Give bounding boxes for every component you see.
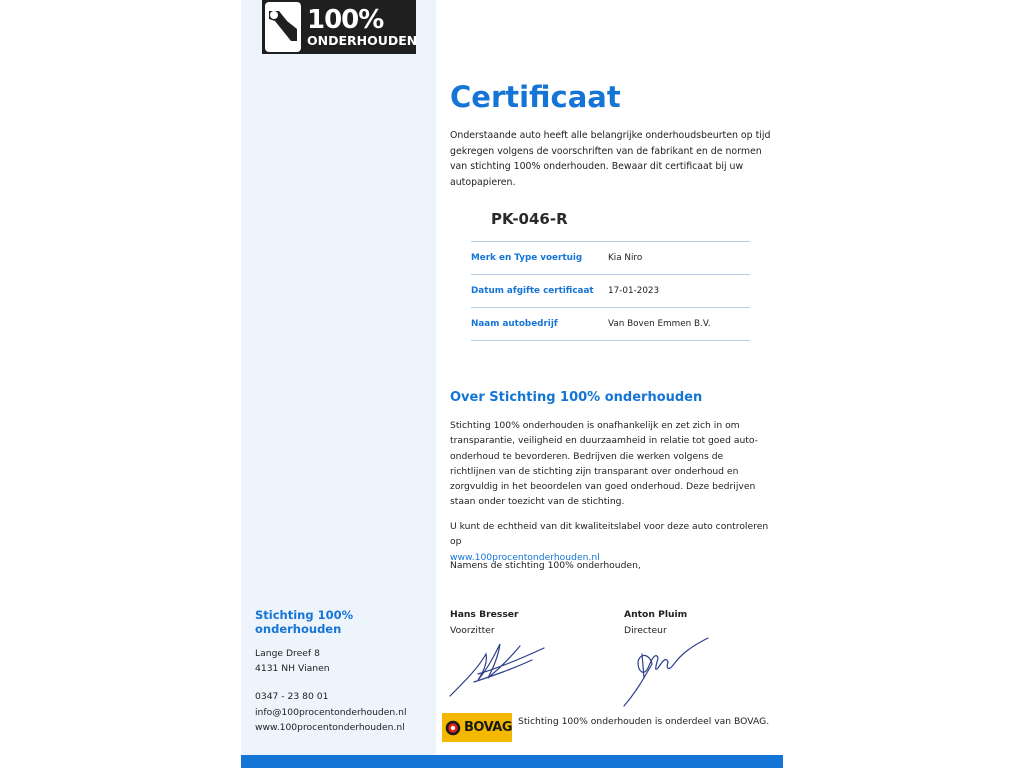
certificate-page: [241, 0, 783, 768]
director-signature: [622, 634, 710, 708]
brand-logo: [262, 0, 416, 54]
wrench-icon: [265, 2, 301, 52]
bovag-word: BOVAG: [463, 720, 512, 735]
address-street: Lange Dreef 8: [255, 648, 320, 659]
about-title: Over Stichting 100% onderhouden: [450, 390, 703, 405]
logo-word: ONDERHOUDEN: [307, 32, 418, 48]
footer-bar: [241, 755, 783, 768]
detail-label: Naam autobedrijf: [471, 319, 558, 329]
license-plate: PK-046-R: [491, 210, 568, 228]
bovag-membership-text: Stichting 100% onderhouden is onderdeel van BOVAG.: [518, 716, 770, 727]
organization-contact: [255, 608, 435, 735]
detail-value: Van Boven Emmen B.V.: [608, 319, 711, 329]
intro-text: Onderstaande auto heeft alle belangrijke onderhoudsbeurten op tijd gekregen volgens de voorschriften van de fabrikant en de normen van stichting 100% onderhouden. Bewaar dit certificaat bij uw autopapieren.: [450, 130, 771, 188]
chairman-signature: [448, 634, 548, 700]
page-title: Certificaat: [450, 80, 621, 114]
organization-title: Stichting 100% onderhouden: [255, 608, 354, 636]
sidebar: [241, 0, 436, 755]
about-body: Stichting 100% onderhouden is onafhankelijk en zet zich in om transparantie, veiligheid en duurzaamheid in relatie tot goed auto-onderhoud te bevorderen. Bedrijven die werken volgens de richtlijnen van de stichting zijn transparant over onderhoud en zorgvuldig in het beoordelen van goed onderhoud. Deze bedrijven staan onder toezicht van de stichting.: [450, 420, 758, 508]
brand-logo-text: [307, 4, 418, 48]
detail-value: 17-01-2023: [608, 286, 660, 296]
verify-text: U kunt de echtheid van dit kwaliteitslabel voor deze auto controleren op: [450, 521, 769, 548]
address-city: 4131 NH Vianen: [255, 663, 330, 675]
signer-name: Hans Bresser: [450, 609, 519, 620]
detail-row: [471, 242, 750, 275]
verify-link[interactable]: www.100procentonderhouden.nl: [450, 551, 600, 563]
bovag-emblem-icon: [445, 717, 461, 739]
bovag-logo: [442, 713, 512, 742]
verify-paragraph: [450, 519, 780, 565]
phone-number: 0347 - 23 80 01: [255, 691, 329, 703]
detail-row: [471, 308, 750, 341]
detail-row: [471, 275, 750, 308]
signer-name: Anton Pluim: [624, 609, 688, 620]
email-address[interactable]: info@100procentonderhouden.nl: [255, 706, 407, 718]
detail-value: Kia Niro: [608, 253, 643, 263]
website-link[interactable]: www.100procentonderhouden.nl: [255, 721, 405, 733]
on-behalf-text: Namens de stichting 100% onderhouden,: [450, 560, 641, 571]
signer-role: Directeur: [624, 624, 667, 636]
logo-percentage: 100%: [307, 4, 384, 35]
vehicle-details-table: [471, 241, 750, 341]
detail-label: Merk en Type voertuig: [471, 253, 583, 263]
signer-role: Voorzitter: [450, 624, 495, 636]
detail-label: Datum afgifte certificaat: [471, 286, 594, 296]
